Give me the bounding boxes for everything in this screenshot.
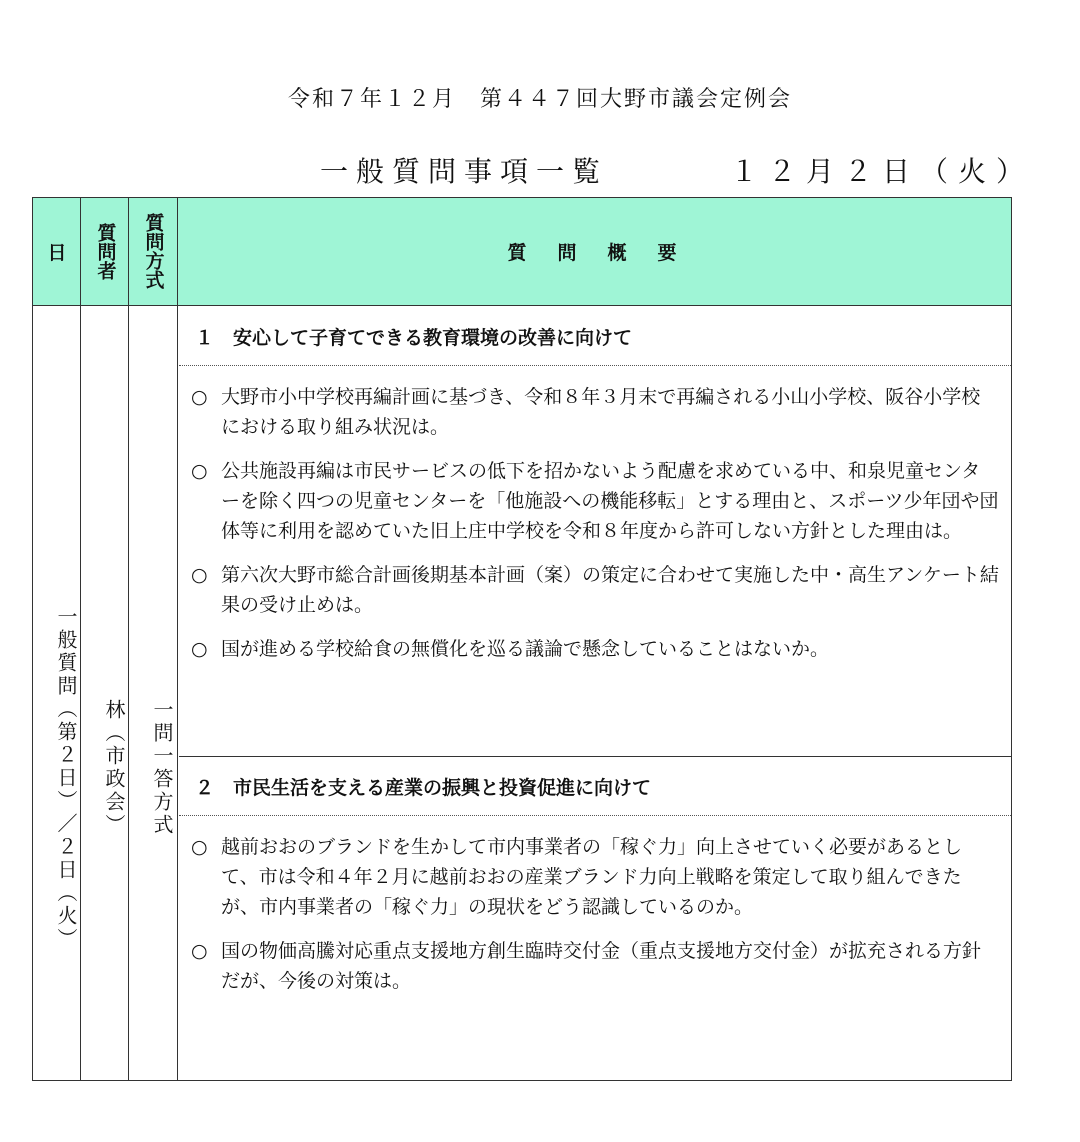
- list-item: [191, 382, 999, 442]
- section-body: [179, 368, 1011, 678]
- circle-bullet-icon: ○: [191, 940, 208, 962]
- list-item: [191, 560, 999, 620]
- section-divider: [179, 756, 1011, 757]
- list-item: [191, 456, 999, 546]
- column-header-day-label: 日: [47, 241, 67, 264]
- method-cell: 一問一答方式: [150, 699, 174, 837]
- list-title: 一般質問事項一覧: [320, 155, 609, 188]
- item-text: 越前おおのブランドを生かして市内事業者の「稼ぐ力」向上させていく必要があるとして、市は令和４年２月に越前おおの産業ブランド力向上戦略を策定して取り組んできたが、市内事業者の「稼ぐ力」の現状をどう認識しているのか。: [221, 836, 963, 918]
- column-header-summary: [179, 198, 1011, 304]
- list-item: [191, 936, 999, 996]
- day-cell: 一般質問（第２日）／２日（火）: [54, 605, 78, 951]
- column-divider: [177, 198, 178, 1080]
- column-header-method: [129, 198, 177, 304]
- questioner-cell: 林（市政会）: [102, 699, 126, 837]
- column-header-questioner-label: 質問者: [94, 222, 117, 280]
- question-table: [32, 197, 1012, 1081]
- table-header-row: [33, 198, 1011, 306]
- item-text: 公共施設再編は市民サービスの低下を招かないよう配慮を求めている中、和泉児童センターを除く四つの児童センターを「他施設への機能移転」とする理由と、スポーツ少年団や団体等に利用を認めていた旧上庄中学校を令和８年度から許可しない方針とした理由は。: [221, 460, 999, 542]
- circle-bullet-icon: ○: [191, 836, 208, 858]
- column-header-summary-label: 質 問 概 要: [507, 241, 683, 264]
- item-text: 国が進める学校給食の無償化を巡る議論で懸念していることはないか。: [221, 638, 830, 660]
- section-body: [179, 818, 1011, 1010]
- item-text: 第六次大野市総合計画後期基本計画（案）の策定に合わせて実施した中・高生アンケート結果の受け止めは。: [221, 564, 999, 616]
- circle-bullet-icon: ○: [191, 564, 208, 586]
- list-item: [191, 832, 999, 922]
- circle-bullet-icon: ○: [191, 460, 208, 482]
- circle-bullet-icon: ○: [191, 638, 208, 660]
- item-text: 国の物価高騰対応重点支援地方創生臨時交付金（重点支援地方交付金）が拡充される方針だが、今後の対策は。: [221, 940, 982, 992]
- column-header-questioner: [81, 198, 129, 304]
- column-header-day: [33, 198, 81, 304]
- list-date: １２月２日（火）: [730, 155, 1035, 188]
- circle-bullet-icon: ○: [191, 386, 208, 408]
- column-header-method-label: 質問方式: [142, 213, 165, 289]
- section-heading: ２ 市民生活を支える産業の振興と投資促進に向けて: [179, 758, 1011, 816]
- section-heading: １ 安心して子育てできる教育環境の改善に向けて: [179, 308, 1011, 366]
- list-item: [191, 634, 999, 664]
- session-title: 令和７年１２月 第４４７回大野市議会定例会: [287, 87, 792, 112]
- item-text: 大野市小中学校再編計画に基づき、令和８年３月末で再編される小山小学校、阪谷小学校における取り組み状況は。: [221, 386, 981, 438]
